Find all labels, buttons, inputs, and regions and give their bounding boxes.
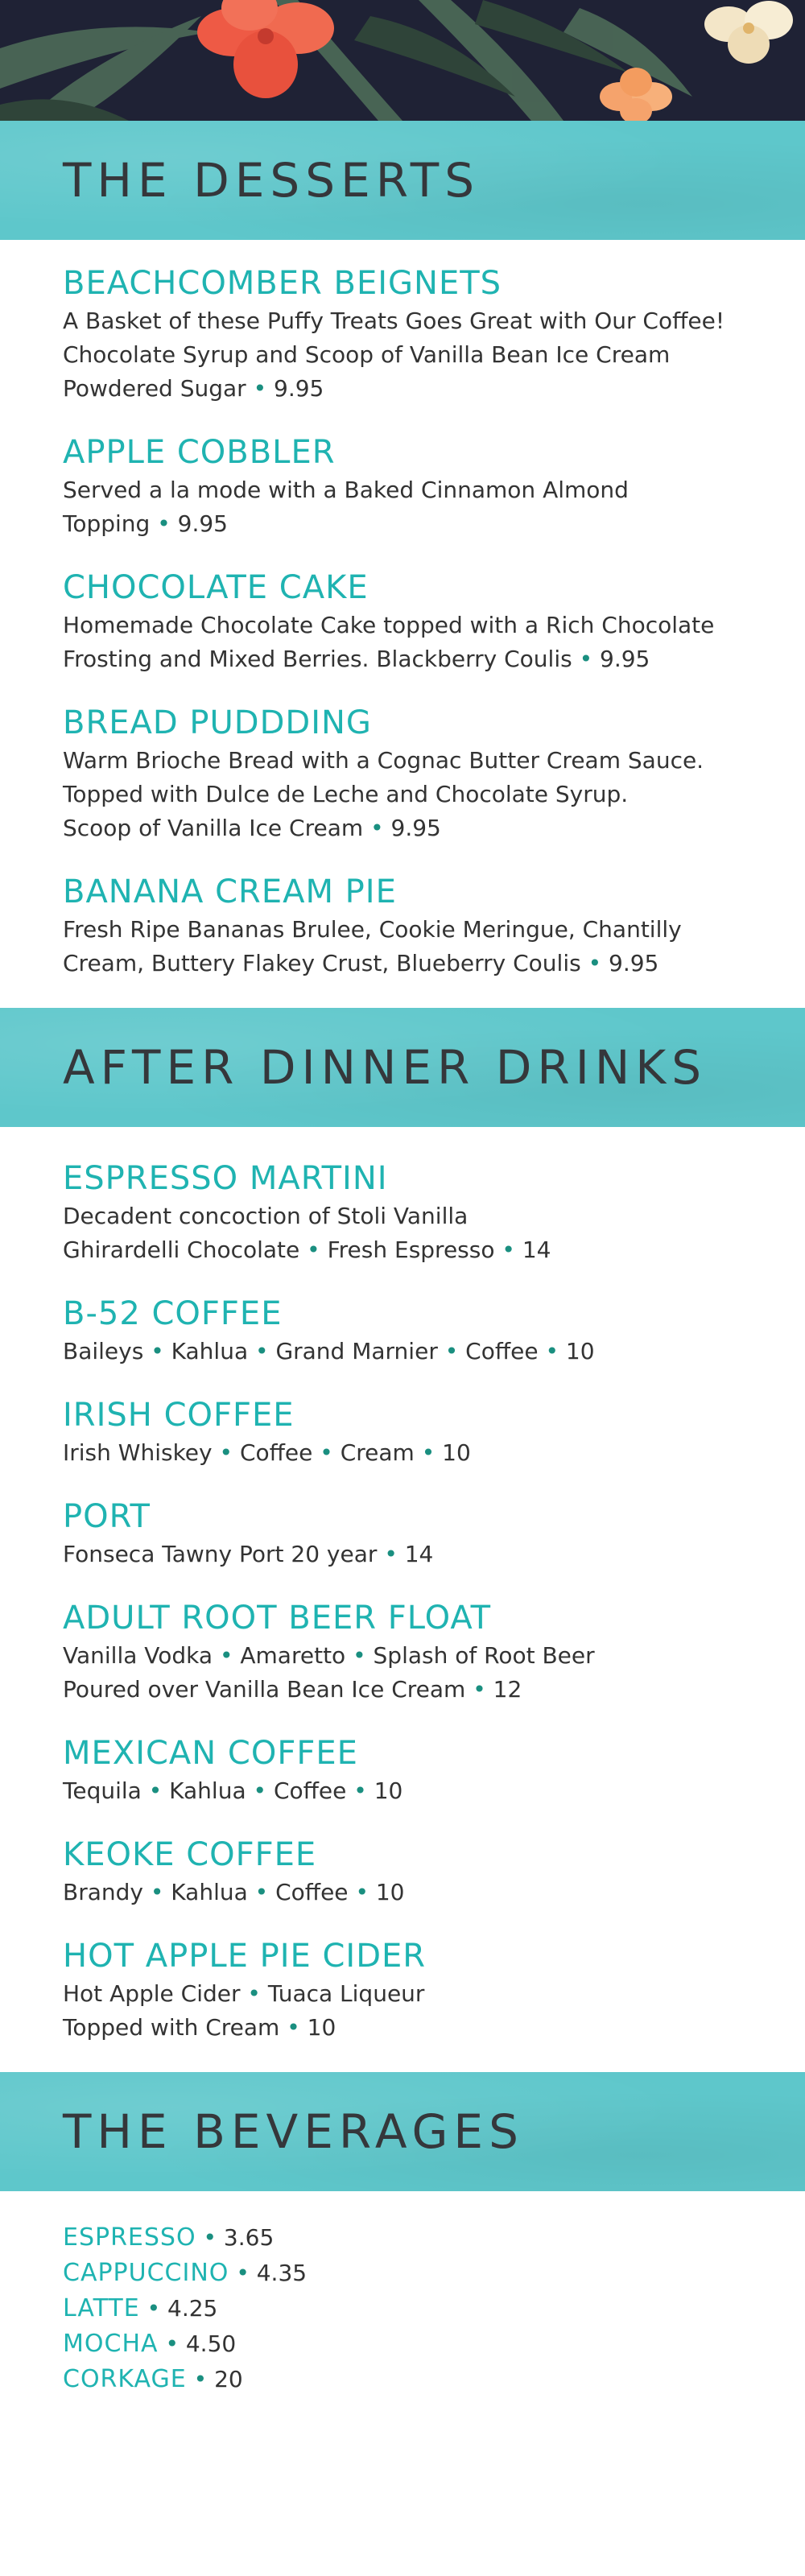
description-line: Scoop of Vanilla Ice Cream xyxy=(63,815,364,841)
separator-dot: • xyxy=(502,1236,515,1263)
dessert-description xyxy=(63,304,742,406)
drink-description xyxy=(63,1538,742,1571)
separator-dot: • xyxy=(353,1777,367,1804)
item-description-part: Coffee xyxy=(465,1338,539,1364)
item-description-part: Hot Apple Cider xyxy=(63,1980,241,2007)
drink-description xyxy=(63,1876,742,1909)
dessert-name: APPLE COBBLER xyxy=(63,434,336,471)
beverage-name: LATTE xyxy=(63,2294,140,2322)
beverage-price: 4.25 xyxy=(167,2295,218,2322)
item-description-part: Poured over Vanilla Bean Ice Cream xyxy=(63,1676,466,1703)
drinks-section-title: AFTER DINNER DRINKS xyxy=(63,1040,708,1095)
dessert-description xyxy=(63,913,742,980)
description-line: Topping xyxy=(63,510,151,537)
dessert-name: BEACHCOMBER BEIGNETS xyxy=(63,265,502,302)
separator-dot: • xyxy=(203,2224,217,2251)
drink-name: PORT xyxy=(63,1498,151,1535)
drink-item xyxy=(63,1294,742,1368)
separator-dot: • xyxy=(353,1642,366,1669)
drink-price: 12 xyxy=(493,1676,522,1703)
item-description-part: Grand Marnier xyxy=(275,1338,438,1364)
item-description-part: Splash of Root Beer xyxy=(373,1642,595,1669)
dessert-item xyxy=(63,704,742,845)
description-line: Chocolate Syrup and Scoop of Vanilla Bean Ice Cream xyxy=(63,341,671,368)
dessert-price: 9.95 xyxy=(600,646,650,672)
beverage-name: CORKAGE xyxy=(63,2365,187,2393)
dessert-description xyxy=(63,473,742,541)
drink-price: 10 xyxy=(442,1439,471,1466)
tropical-flowers-illustration xyxy=(0,0,805,121)
separator-dot: • xyxy=(247,1980,261,2007)
separator-dot: • xyxy=(384,1541,398,1567)
separator-dot: • xyxy=(444,1338,459,1364)
beverage-item xyxy=(63,2362,742,2397)
separator-dot: • xyxy=(219,1439,233,1466)
separator-dot: • xyxy=(253,375,267,402)
item-description-part: Tuaca Liqueur xyxy=(267,1980,425,2007)
item-description-part: Cream xyxy=(340,1439,415,1466)
drink-name: MEXICAN COFFEE xyxy=(63,1735,358,1772)
drink-name: ADULT ROOT BEER FLOAT xyxy=(63,1600,492,1637)
dessert-price: 9.95 xyxy=(390,815,441,841)
drink-description xyxy=(63,1977,742,2045)
separator-dot: • xyxy=(219,1642,233,1669)
description-line: A Basket of these Puffy Treats Goes Great with Our Coffee! xyxy=(63,308,725,334)
item-description-part: Kahlua xyxy=(171,1879,248,1905)
desserts-list xyxy=(0,240,805,980)
description-line: Decadent concoction of Stoli Vanilla xyxy=(63,1203,469,1229)
item-description-part: Baileys xyxy=(63,1338,144,1364)
separator-dot: • xyxy=(307,1236,320,1263)
separator-dot: • xyxy=(579,646,593,672)
item-description-part: Ghirardelli Chocolate xyxy=(63,1236,300,1263)
separator-dot: • xyxy=(165,2330,179,2357)
item-description-part: Vanilla Vodka xyxy=(63,1642,213,1669)
drink-item xyxy=(63,1599,742,1707)
item-description-part: Kahlua xyxy=(171,1338,249,1364)
dessert-price: 9.95 xyxy=(177,510,228,537)
separator-dot: • xyxy=(253,1777,267,1804)
drink-description xyxy=(63,1639,742,1707)
dessert-price: 9.95 xyxy=(274,375,324,402)
drink-item xyxy=(63,1835,742,1909)
dessert-item xyxy=(63,433,742,541)
separator-dot: • xyxy=(545,1338,559,1364)
hero-tropical-image xyxy=(0,0,805,121)
beverages-list xyxy=(0,2191,805,2397)
drink-price: 10 xyxy=(307,2014,336,2041)
beverage-name: MOCHA xyxy=(63,2330,159,2358)
separator-dot: • xyxy=(370,815,384,841)
item-description-part: Kahlua xyxy=(169,1777,246,1804)
item-description-part: Coffee xyxy=(275,1879,349,1905)
beverage-price: 4.50 xyxy=(185,2330,237,2357)
separator-dot: • xyxy=(157,510,171,537)
drink-name: HOT APPLE PIE CIDER xyxy=(63,1938,427,1975)
description-line: Fresh Ripe Bananas Brulee, Cookie Meringue, Chantilly xyxy=(63,916,682,943)
desserts-section-title: THE DESSERTS xyxy=(63,153,481,208)
beverage-price: 4.35 xyxy=(256,2260,308,2286)
beverage-price: 3.65 xyxy=(223,2224,275,2251)
separator-dot: • xyxy=(588,950,602,976)
separator-dot: • xyxy=(320,1439,333,1466)
drink-name: ESPRESSO MARTINI xyxy=(63,1160,388,1197)
item-description-part: Irish Whiskey xyxy=(63,1439,213,1466)
description-line: Cream, Buttery Flakey Crust, Blueberry Coulis xyxy=(63,950,581,976)
separator-dot: • xyxy=(150,1879,164,1905)
item-description-part: Amaretto xyxy=(240,1642,346,1669)
drink-price: 10 xyxy=(374,1777,403,1804)
drink-item xyxy=(63,1734,742,1808)
separator-dot: • xyxy=(255,1338,269,1364)
drink-name: B-52 COFFEE xyxy=(63,1295,283,1332)
drinks-header-band xyxy=(0,1008,805,1127)
dessert-item xyxy=(63,568,742,676)
drinks-list xyxy=(0,1127,805,2045)
separator-dot: • xyxy=(151,1338,164,1364)
description-line: Powdered Sugar xyxy=(63,375,246,402)
beverages-section-title: THE BEVERAGES xyxy=(63,2104,524,2159)
item-description-part: Fresh Espresso xyxy=(327,1236,495,1263)
item-description-part: Tequila xyxy=(63,1777,142,1804)
description-line: Served a la mode with a Baked Cinnamon Almond xyxy=(63,477,629,503)
drink-item xyxy=(63,1159,742,1267)
drink-price: 14 xyxy=(522,1236,551,1263)
separator-dot: • xyxy=(147,2295,161,2322)
drink-price: 10 xyxy=(375,1879,405,1905)
description-line: Frosting and Mixed Berries. Blackberry Coulis xyxy=(63,646,572,672)
item-description-part: Topped with Cream xyxy=(63,2014,280,2041)
separator-dot: • xyxy=(473,1676,486,1703)
drink-description xyxy=(63,1335,742,1368)
description-line: Topped with Dulce de Leche and Chocolate Syrup. xyxy=(63,781,629,807)
drink-price: 14 xyxy=(404,1541,434,1567)
separator-dot: • xyxy=(421,1439,436,1466)
beverage-name: ESPRESSO xyxy=(63,2223,196,2252)
drink-item xyxy=(63,1497,742,1571)
drink-description xyxy=(63,1774,742,1808)
beverages-header-band xyxy=(0,2072,805,2191)
dessert-name: BANANA CREAM PIE xyxy=(63,873,397,910)
beverage-name: CAPPUCCINO xyxy=(63,2259,229,2287)
beverage-item xyxy=(63,2256,742,2291)
dessert-item xyxy=(63,873,742,980)
item-description-part: Coffee xyxy=(239,1439,313,1466)
separator-dot: • xyxy=(193,2366,208,2392)
item-description-part: Brandy xyxy=(63,1879,143,1905)
beverage-price: 20 xyxy=(214,2366,243,2392)
drink-item xyxy=(63,1396,742,1470)
beverage-item xyxy=(63,2291,742,2326)
drink-name: IRISH COFFEE xyxy=(63,1397,295,1434)
desserts-header-band xyxy=(0,121,805,240)
dessert-description xyxy=(63,609,742,676)
dessert-description xyxy=(63,744,742,845)
separator-dot: • xyxy=(355,1879,369,1905)
separator-dot: • xyxy=(254,1879,269,1905)
drink-description xyxy=(63,1436,742,1470)
dessert-price: 9.95 xyxy=(609,950,659,976)
item-description-part: Coffee xyxy=(273,1777,347,1804)
separator-dot: • xyxy=(236,2260,250,2286)
separator-dot: • xyxy=(287,2014,300,2041)
dessert-item xyxy=(63,264,742,406)
separator-dot: • xyxy=(148,1777,163,1804)
description-line: Homemade Chocolate Cake topped with a Rich Chocolate xyxy=(63,612,715,638)
drink-item xyxy=(63,1937,742,2045)
beverage-item xyxy=(63,2220,742,2256)
drink-price: 10 xyxy=(565,1338,595,1364)
item-description-part: Fonseca Tawny Port 20 year xyxy=(63,1541,378,1567)
drink-name: KEOKE COFFEE xyxy=(63,1836,317,1873)
drink-description xyxy=(63,1199,742,1267)
beverage-item xyxy=(63,2326,742,2362)
dessert-name: BREAD PUDDDING xyxy=(63,704,372,741)
dessert-name: CHOCOLATE CAKE xyxy=(63,569,369,606)
description-line: Warm Brioche Bread with a Cognac Butter Cream Sauce. xyxy=(63,747,704,774)
